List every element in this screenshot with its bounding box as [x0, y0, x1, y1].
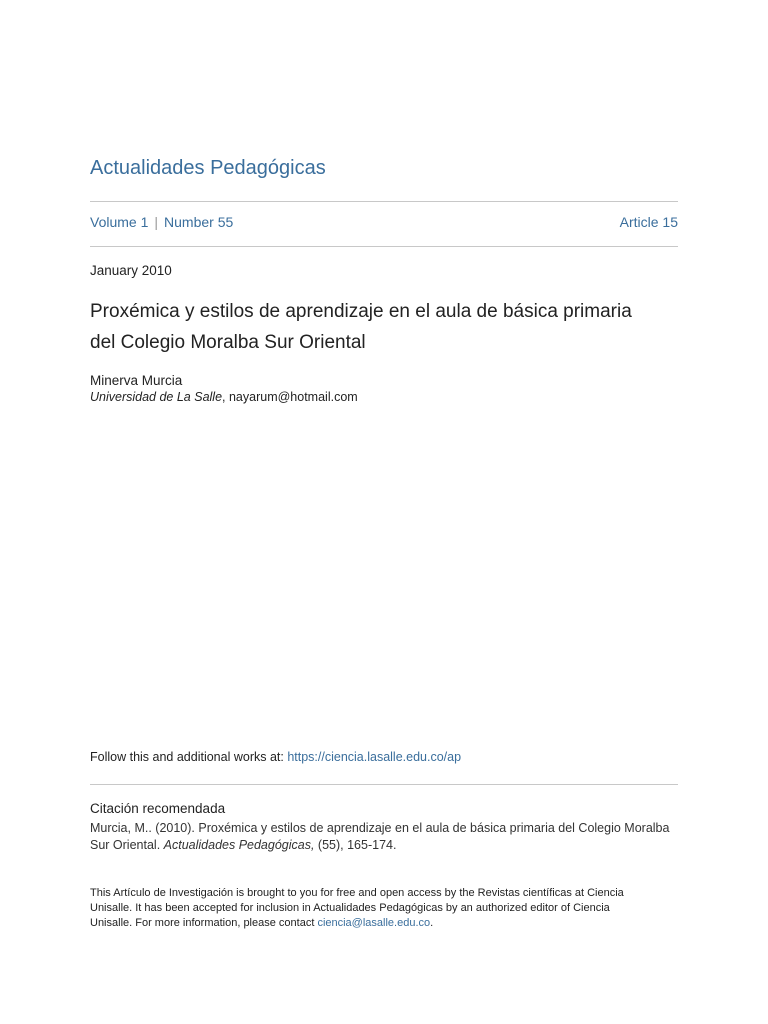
divider-middle [90, 246, 678, 247]
author-email: , nayarum@hotmail.com [222, 390, 358, 404]
contact-email-link[interactable]: ciencia@lasalle.edu.co [317, 917, 431, 929]
issue-row [90, 214, 678, 230]
citation-journal: Actualidades Pedagógicas, [163, 838, 315, 852]
follow-prefix: Follow this and additional works at: [90, 750, 288, 764]
author-affiliation [90, 390, 358, 404]
issue-separator: | [154, 214, 159, 230]
article-title-line-2: del Colegio Moralba Sur Oriental [90, 332, 366, 353]
divider-bottom [90, 784, 678, 785]
volume-link[interactable]: Volume 1 [90, 214, 149, 230]
repository-link[interactable]: https://ciencia.lasalle.edu.co/ap [287, 750, 462, 764]
number-link[interactable]: Number 55 [164, 214, 234, 230]
citation-text [90, 820, 678, 854]
access-notice-end: . [430, 917, 434, 929]
access-notice-text: This Artículo de Investigación is brought to you for free and open access by the Revistas científicas at Ciencia Unisalle. It has been accepted for inclusion in Actualidades Pedagógicas by an authorized editor of Ciencia Unisalle. For more information, please contact [90, 887, 624, 929]
article-title-line-1: Proxémica y estilos de aprendizaje en el aula de básica primaria [90, 301, 632, 322]
citation-pages: (55), 165-174. [314, 838, 397, 852]
article-link[interactable]: Article 15 [619, 214, 678, 230]
divider-top [90, 201, 678, 202]
follow-line [90, 750, 461, 764]
journal-title-link[interactable]: Actualidades Pedagógicas [90, 157, 326, 179]
access-notice [90, 886, 650, 931]
author-institution: Universidad de La Salle [90, 390, 223, 404]
cover-page [90, 0, 678, 1024]
citation-main: Murcia, M.. (2010). Proxémica y estilos de aprendizaje en el aula de básica primaria del Colegio Moralba Sur Oriental. [90, 821, 670, 852]
publication-date: January 2010 [90, 263, 172, 278]
author-name: Minerva Murcia [90, 373, 183, 388]
citation-heading: Citación recomendada [90, 801, 226, 816]
article-title [90, 296, 678, 358]
